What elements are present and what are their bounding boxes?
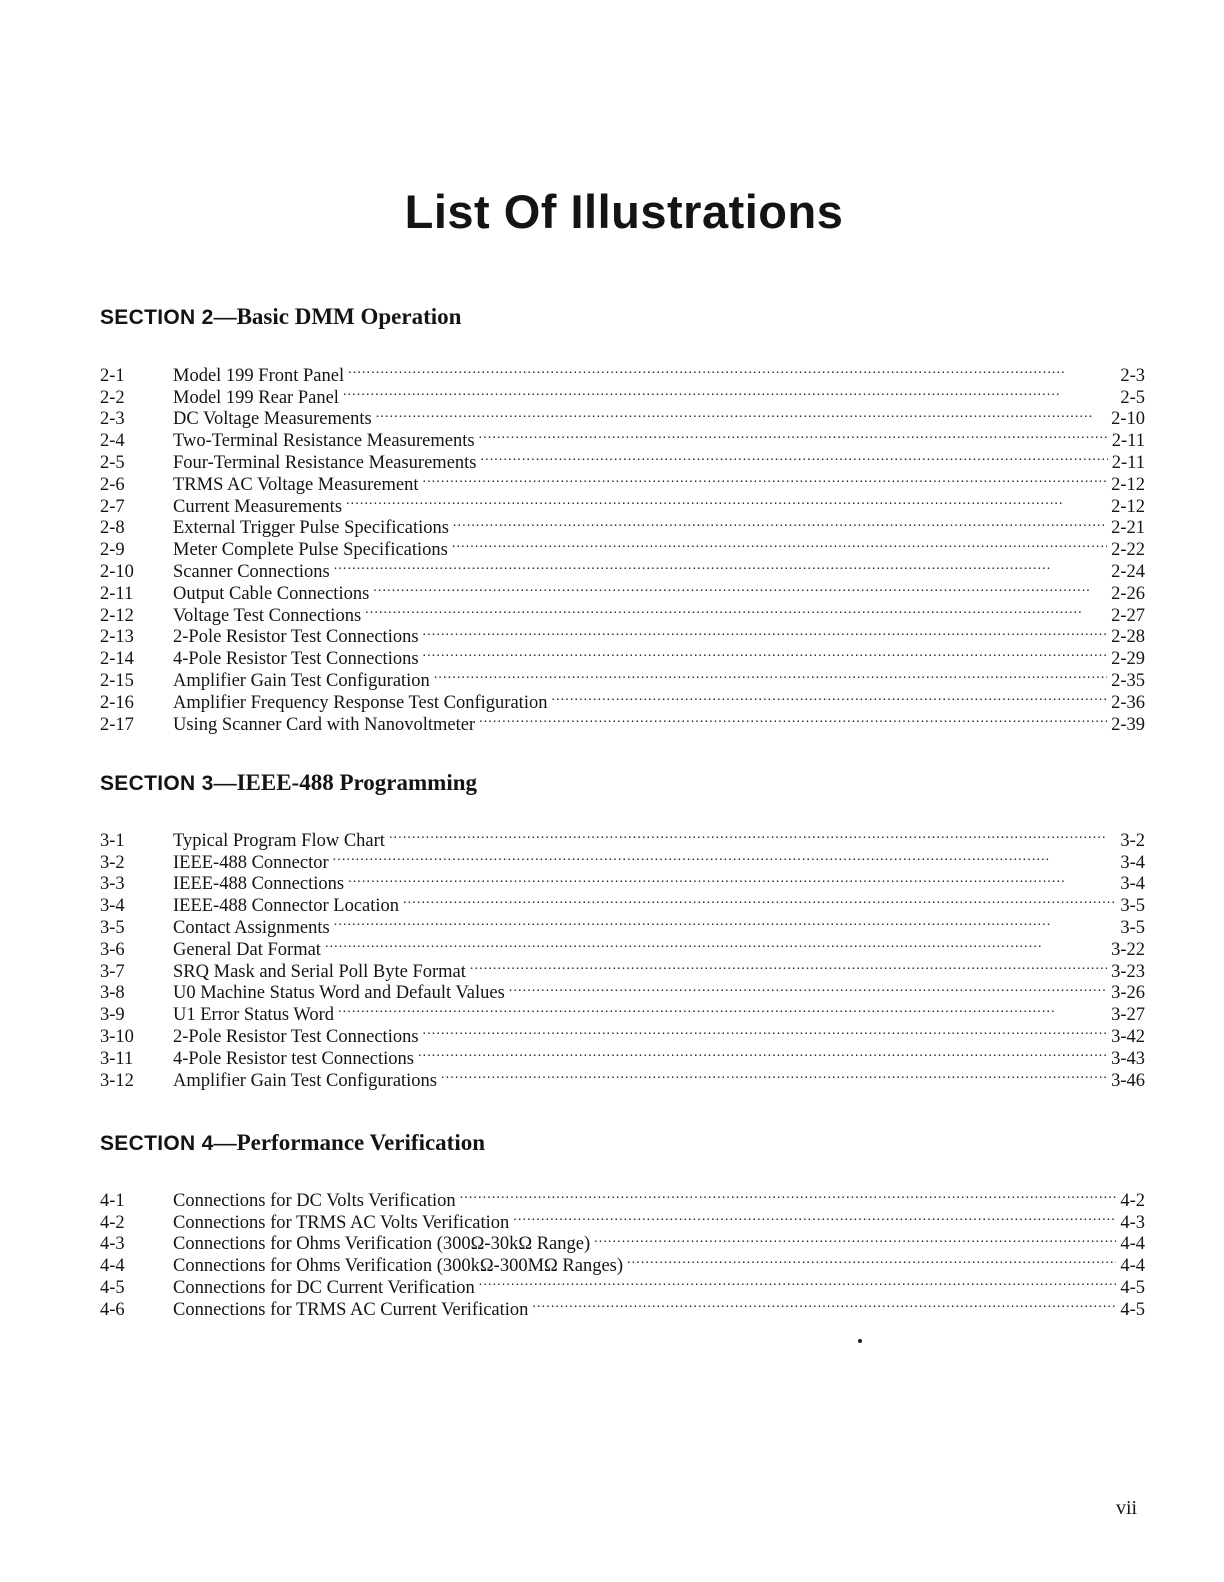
dot-leader — [403, 889, 1116, 911]
section-heading — [100, 1128, 1145, 1158]
figure-number: 4-3 — [100, 1234, 125, 1255]
dot-leader — [551, 686, 1107, 708]
page-reference: 2-27 — [1111, 605, 1145, 626]
figure-title: Output Cable Connections — [173, 583, 370, 604]
figure-title: External Trigger Pulse Specifications — [173, 518, 449, 539]
figure-number: 2-9 — [100, 540, 125, 561]
page-reference: 3-27 — [1111, 1005, 1145, 1026]
figure-number: 2-14 — [100, 649, 134, 670]
list-item — [100, 1184, 1145, 1211]
dot-leader — [348, 359, 1116, 381]
figure-number: 2-1 — [100, 365, 125, 386]
page-reference: 3-5 — [1120, 896, 1145, 917]
figure-number: 2-8 — [100, 518, 125, 539]
figure-title: Connections for Ohms Verification (300Ω-30kΩ Range) — [173, 1234, 591, 1255]
dot-leader — [423, 1020, 1108, 1042]
dot-leader — [453, 512, 1107, 534]
illustration-list — [100, 359, 1145, 735]
page-reference: 2-22 — [1111, 540, 1145, 561]
figure-title: Two-Terminal Resistance Measurements — [173, 431, 475, 452]
section-4 — [100, 1128, 1145, 1320]
figure-number: 3-3 — [100, 874, 125, 895]
page-reference: 4-5 — [1120, 1299, 1145, 1320]
page-reference: 3-4 — [1120, 852, 1145, 873]
figure-number: 4-5 — [100, 1277, 125, 1298]
page-reference: 2-11 — [1111, 452, 1145, 473]
figure-number: 3-2 — [100, 852, 125, 873]
dot-leader — [333, 846, 1117, 868]
page-reference: 4-3 — [1120, 1212, 1145, 1233]
section-3 — [100, 768, 1145, 1091]
figure-number: 2-15 — [100, 670, 134, 691]
dot-leader — [434, 664, 1107, 686]
dot-leader — [346, 490, 1107, 512]
page-number: vii — [1116, 1497, 1138, 1519]
figure-title: Amplifier Frequency Response Test Configuration — [173, 692, 548, 713]
figure-number: 4-6 — [100, 1299, 125, 1320]
dot-leader — [334, 555, 1107, 577]
figure-title: 2-Pole Resistor Test Connections — [173, 1026, 419, 1047]
figure-title: U1 Error Status Word — [173, 1005, 335, 1026]
figure-number: 3-12 — [100, 1070, 134, 1091]
figure-number: 3-5 — [100, 917, 125, 938]
figure-number: 2-11 — [100, 583, 134, 604]
section-heading — [100, 302, 1145, 332]
figure-number: 3-9 — [100, 1005, 125, 1026]
figure-title: IEEE-488 Connector — [173, 852, 329, 873]
figure-title: Scanner Connections — [173, 561, 330, 582]
dot-leader — [418, 1042, 1107, 1064]
dot-leader — [423, 621, 1108, 643]
figure-title: Connections for DC Current Verification — [173, 1277, 475, 1298]
page-reference: 2-26 — [1111, 583, 1145, 604]
dot-leader — [479, 708, 1107, 730]
figure-number: 2-13 — [100, 627, 134, 648]
figure-title: Current Measurements — [173, 496, 343, 517]
figure-number: 3-8 — [100, 983, 125, 1004]
page-reference: 2-24 — [1111, 561, 1145, 582]
page-reference: 3-42 — [1111, 1026, 1145, 1047]
figure-number: 4-2 — [100, 1212, 125, 1233]
figure-title: Model 199 Rear Panel — [173, 387, 339, 408]
page-reference: 2-35 — [1111, 670, 1145, 691]
dot-leader — [343, 381, 1116, 403]
dot-leader — [479, 1271, 1117, 1293]
list-item — [100, 824, 1145, 851]
figure-number: 3-10 — [100, 1026, 134, 1047]
dot-leader — [389, 824, 1116, 846]
section-label: SECTION 2 — [100, 306, 214, 329]
figure-title: Connections for TRMS AC Current Verification — [173, 1299, 529, 1320]
page-title: List Of Illustrations — [404, 185, 844, 238]
page-reference: 3-43 — [1111, 1048, 1145, 1069]
figure-number: 2-10 — [100, 561, 134, 582]
dot-leader — [470, 955, 1107, 977]
dot-leader — [532, 1293, 1116, 1315]
page-reference: 3-23 — [1111, 961, 1145, 982]
figure-title: Connections for DC Volts Verification — [173, 1190, 456, 1211]
dot-leader — [338, 998, 1107, 1020]
figure-number: 2-12 — [100, 605, 134, 626]
figure-number: 3-11 — [100, 1048, 134, 1069]
figure-title: Model 199 Front Panel — [173, 365, 345, 386]
dot-leader — [509, 977, 1107, 999]
figure-title: Four-Terminal Resistance Measurements — [173, 452, 477, 473]
dot-leader — [460, 1184, 1117, 1206]
figure-title: Connections for Ohms Verification (300kΩ-300MΩ Ranges) — [173, 1256, 624, 1277]
figure-title: Using Scanner Card with Nanovoltmeter — [173, 714, 476, 735]
figure-title: IEEE-488 Connector Location — [173, 896, 400, 917]
illustration-list — [100, 824, 1145, 1091]
section-2 — [100, 302, 1145, 735]
page-reference: 3-4 — [1120, 874, 1145, 895]
illustration-list — [100, 1184, 1145, 1320]
figure-title: General Dat Format — [173, 939, 321, 960]
section-title: —Performance Verification — [213, 1130, 486, 1155]
dot-leader — [423, 642, 1108, 664]
page-reference: 3-5 — [1120, 917, 1145, 938]
figure-title: Amplifier Gain Test Configurations — [173, 1070, 438, 1091]
dot-leader — [334, 911, 1117, 933]
section-heading — [100, 768, 1145, 798]
dot-leader — [441, 1064, 1107, 1086]
list-item — [100, 359, 1145, 386]
page-reference: 3-2 — [1120, 830, 1145, 851]
figure-number: 2-16 — [100, 692, 134, 713]
section-label: SECTION 3 — [100, 772, 214, 795]
page-reference: 2-5 — [1120, 387, 1145, 408]
page-reference: 4-5 — [1120, 1277, 1145, 1298]
figure-number: 2-2 — [100, 387, 125, 408]
figure-number: 2-4 — [100, 431, 125, 452]
stray-mark — [858, 1339, 862, 1343]
section-title: —Basic DMM Operation — [213, 304, 462, 329]
section-label: SECTION 4 — [100, 1132, 214, 1155]
dot-leader — [481, 446, 1108, 468]
figure-title: DC Voltage Measurements — [173, 409, 372, 430]
page-reference: 4-4 — [1120, 1234, 1145, 1255]
page-reference: 3-46 — [1111, 1070, 1145, 1091]
figure-title: Amplifier Gain Test Configuration — [173, 670, 430, 691]
page-reference: 2-10 — [1111, 409, 1145, 430]
figure-number: 2-5 — [100, 452, 125, 473]
figure-number: 3-6 — [100, 939, 125, 960]
figure-title: Typical Program Flow Chart — [173, 830, 385, 851]
page-reference: 2-39 — [1111, 714, 1145, 735]
figure-title: Connections for TRMS AC Volts Verification — [173, 1212, 510, 1233]
figure-number: 4-1 — [100, 1190, 125, 1211]
figure-title: 4-Pole Resistor Test Connections — [173, 649, 419, 670]
dot-leader — [513, 1206, 1116, 1228]
page-reference: 2-11 — [1111, 431, 1145, 452]
dot-leader — [376, 403, 1107, 425]
figure-title: 4-Pole Resistor test Connections — [173, 1048, 414, 1069]
figure-number: 2-17 — [100, 714, 134, 735]
figure-number: 3-4 — [100, 896, 125, 917]
page-reference: 2-28 — [1111, 627, 1145, 648]
dot-leader — [348, 868, 1116, 890]
dot-leader — [373, 577, 1107, 599]
figure-title: U0 Machine Status Word and Default Values — [173, 983, 505, 1004]
dot-leader — [452, 533, 1107, 555]
dot-leader — [422, 468, 1107, 490]
dot-leader — [594, 1228, 1116, 1250]
page-reference: 3-26 — [1111, 983, 1145, 1004]
dot-leader — [627, 1249, 1116, 1271]
dot-leader — [479, 424, 1108, 446]
page-reference: 2-29 — [1111, 649, 1145, 670]
figure-number: 4-4 — [100, 1256, 125, 1277]
page-reference: 2-12 — [1111, 474, 1145, 495]
page-reference: 2-3 — [1120, 365, 1145, 386]
figure-number: 2-3 — [100, 409, 125, 430]
figure-title: IEEE-488 Connections — [173, 874, 345, 895]
figure-title: Meter Complete Pulse Specifications — [173, 540, 448, 561]
page-reference: 2-21 — [1111, 518, 1145, 539]
page-reference: 3-22 — [1111, 939, 1145, 960]
figure-number: 2-6 — [100, 474, 125, 495]
page-reference: 2-12 — [1111, 496, 1145, 517]
figure-title: 2-Pole Resistor Test Connections — [173, 627, 419, 648]
figure-number: 2-7 — [100, 496, 125, 517]
figure-title: SRQ Mask and Serial Poll Byte Format — [173, 961, 466, 982]
figure-title: TRMS AC Voltage Measurement — [173, 474, 419, 495]
dot-leader — [365, 599, 1107, 621]
figure-number: 3-1 — [100, 830, 125, 851]
figure-title: Voltage Test Connections — [173, 605, 362, 626]
dot-leader — [325, 933, 1107, 955]
section-title: —IEEE-488 Programming — [213, 770, 477, 795]
page-reference: 2-36 — [1111, 692, 1145, 713]
page-reference: 4-2 — [1120, 1190, 1145, 1211]
page-reference: 4-4 — [1120, 1256, 1145, 1277]
figure-number: 3-7 — [100, 961, 125, 982]
figure-title: Contact Assignments — [173, 917, 330, 938]
